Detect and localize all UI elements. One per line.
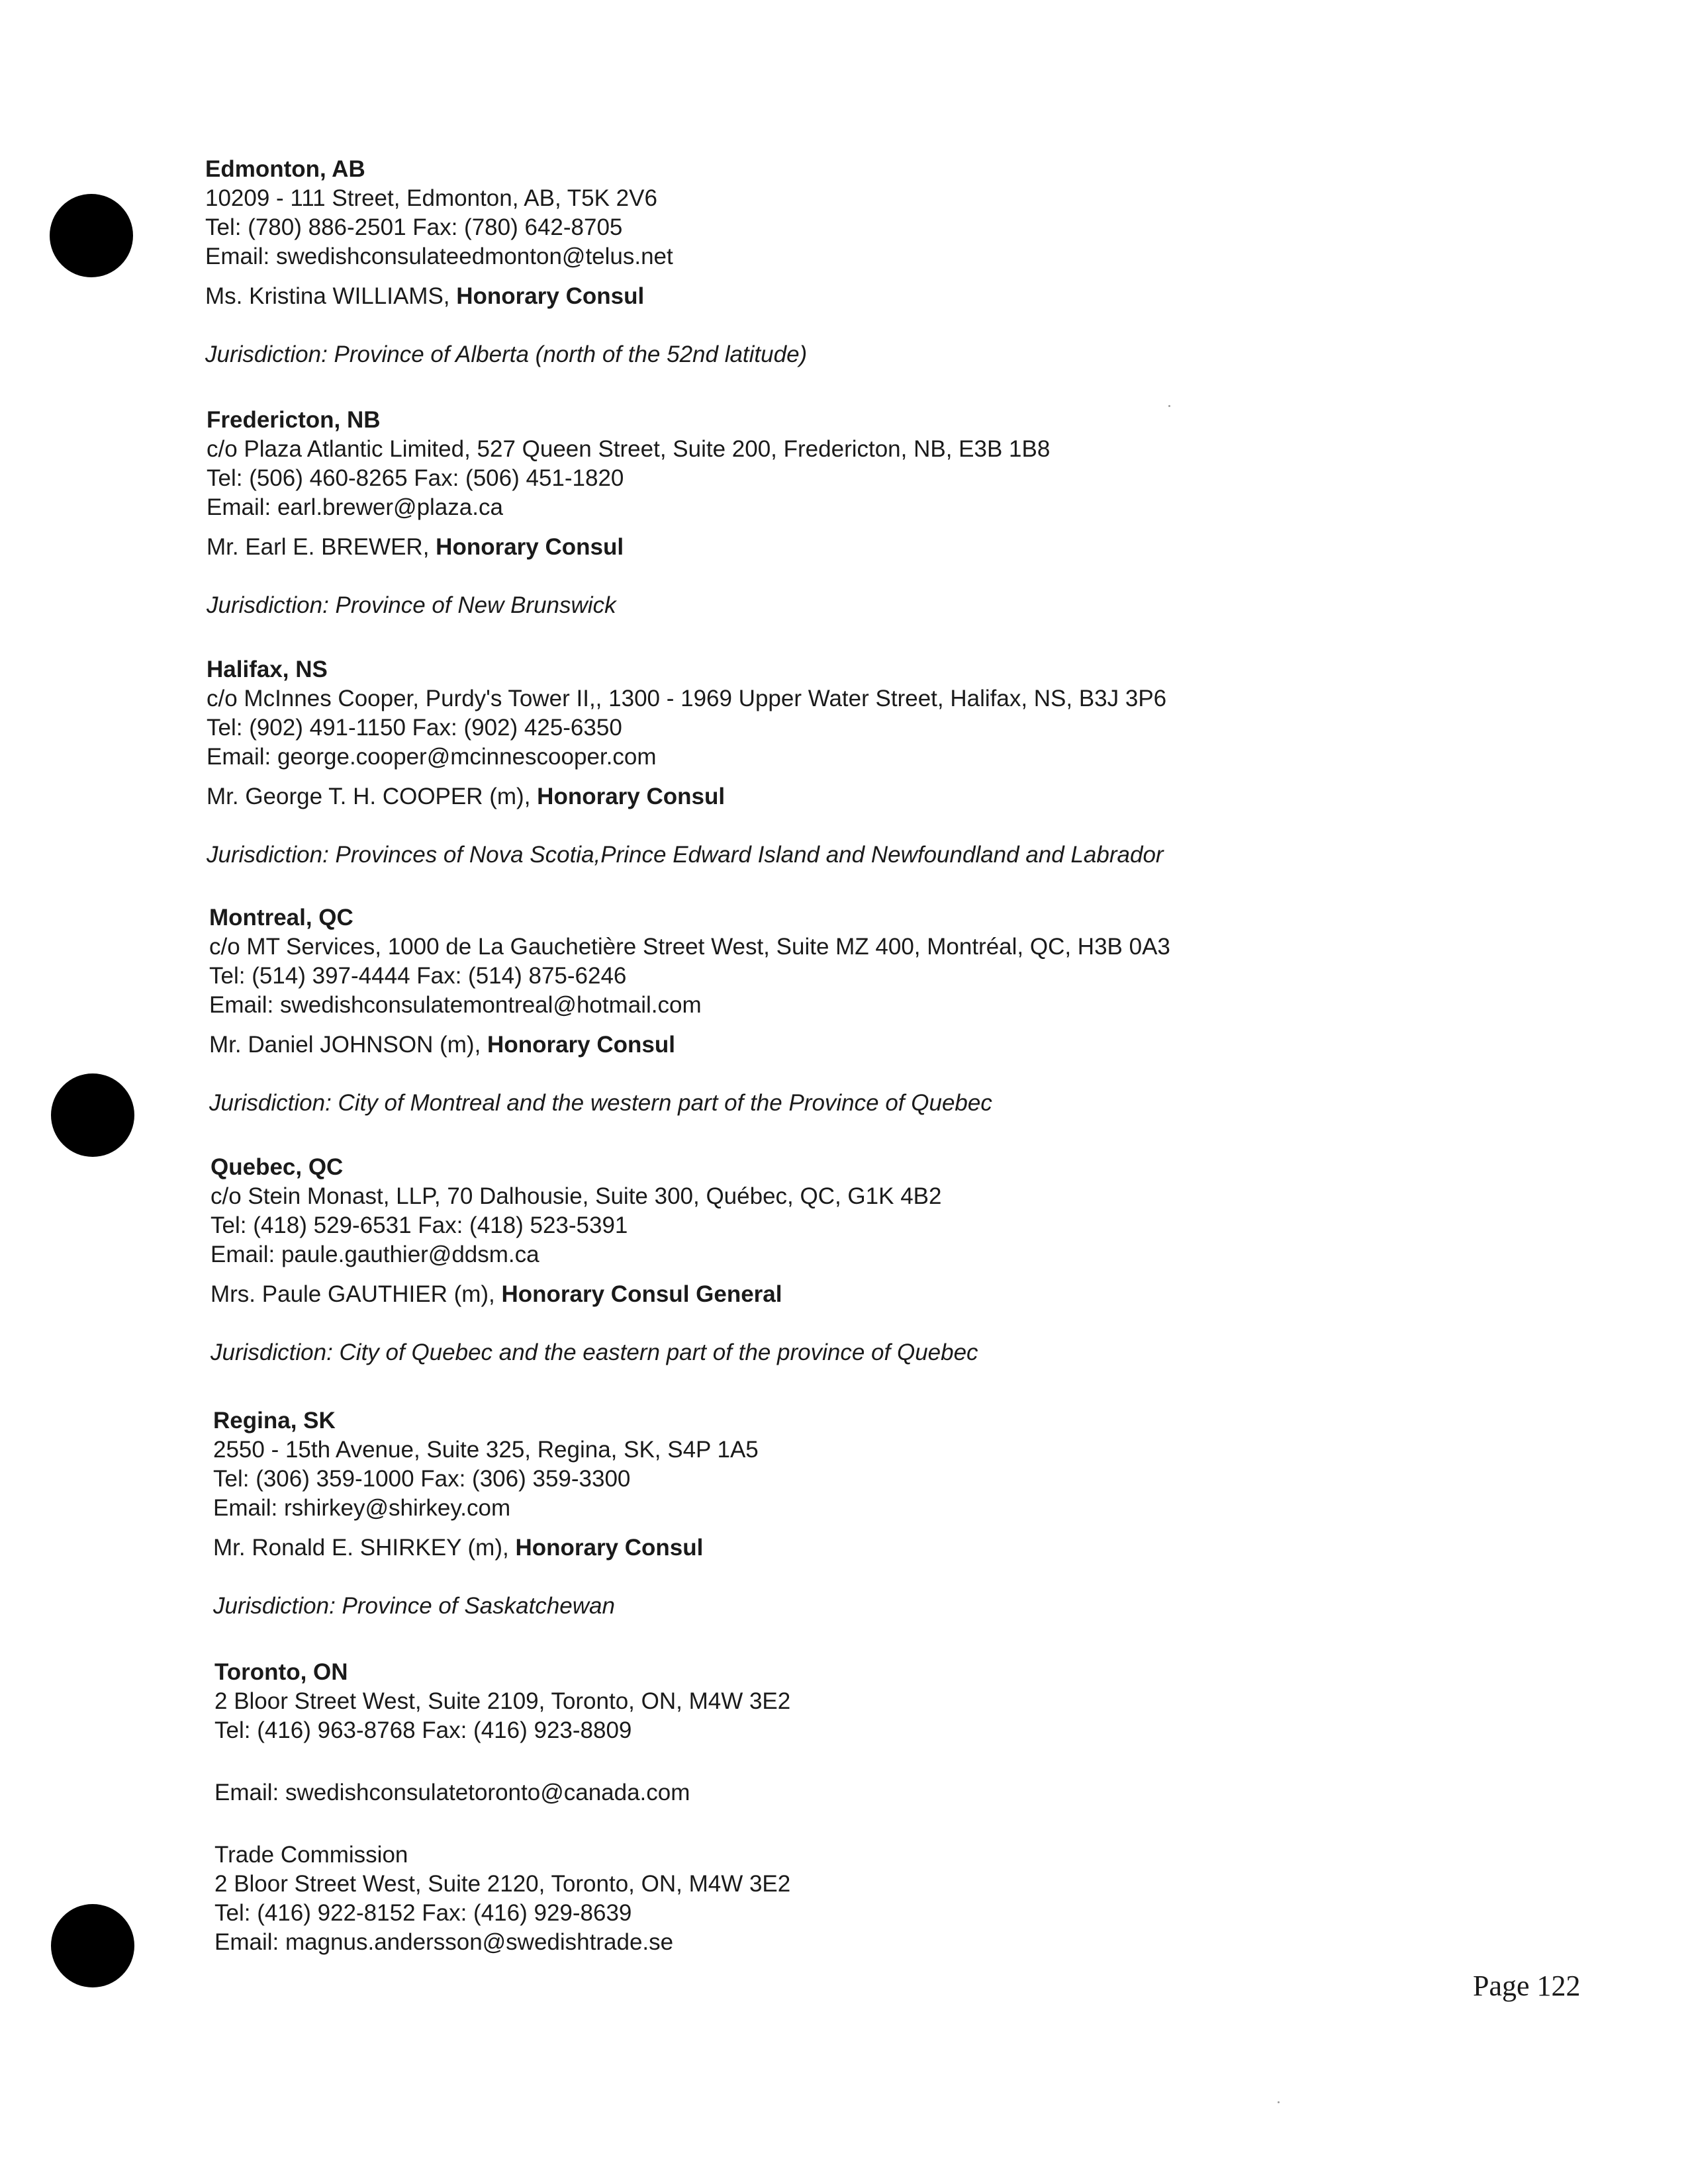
person-title: Honorary Consul (436, 534, 624, 560)
trade-commission-phone-fax: Tel: (416) 922-8152 Fax: (416) 929-8639 (214, 1900, 632, 1926)
person-title: Honorary Consul (515, 1535, 704, 1561)
trade-commission-address: 2 Bloor Street West, Suite 2120, Toronto, ON, M4W 3E2 (214, 1871, 791, 1897)
entry-city: Fredericton, NB (207, 407, 381, 433)
consulate-entry-toronto (214, 1658, 790, 1957)
entry-phone-fax: Tel: (306) 359-1000 Fax: (306) 359-3300 (213, 1466, 631, 1492)
jurisdiction-label: Jurisdiction: (207, 842, 329, 868)
jurisdiction-text: Provinces of Nova Scotia,Prince Edward Island and Newfoundland and Labrador (335, 842, 1164, 868)
person-title: Honorary Consul (537, 784, 726, 809)
consulate-entry-halifax (207, 655, 1166, 870)
entry-city: Quebec, QC (211, 1154, 344, 1180)
entry-address: 2 Bloor Street West, Suite 2109, Toronto, ON, M4W 3E2 (214, 1688, 791, 1714)
entry-city: Montreal, QC (209, 905, 353, 931)
entry-phone-fax: Tel: (418) 529-6531 Fax: (418) 523-5391 (211, 1212, 628, 1238)
entry-city: Regina, SK (213, 1408, 336, 1433)
entry-address: c/o Plaza Atlantic Limited, 527 Queen Street, Suite 200, Fredericton, NB, E3B 1B8 (207, 436, 1051, 462)
page-number: Page 122 (1473, 1970, 1581, 2002)
scan-speck (1278, 2101, 1280, 2103)
person-title: Honorary Consul General (501, 1281, 782, 1307)
entry-address: c/o MT Services, 1000 de La Gauchetière Street West, Suite MZ 400, Montréal, QC, H3B 0A3 (209, 934, 1170, 960)
entry-address: 2550 - 15th Avenue, Suite 325, Regina, SK, S4P 1A5 (213, 1437, 759, 1463)
entry-email: Email: swedishconsulatemontreal@hotmail.com (209, 992, 702, 1018)
entry-email: Email: rshirkey@shirkey.com (213, 1495, 511, 1521)
entry-email: Email: swedishconsulatetoronto@canada.com (214, 1780, 690, 1805)
entry-email: Email: paule.gauthier@ddsm.ca (211, 1242, 539, 1267)
entry-phone-fax: Tel: (416) 963-8768 Fax: (416) 923-8809 (214, 1717, 632, 1743)
entry-person (205, 282, 807, 311)
jurisdiction-label: Jurisdiction: (209, 1090, 332, 1116)
person-name: Ms. Kristina WILLIAMS, (205, 283, 450, 309)
jurisdiction-text: Province of Alberta (north of the 52nd latitude) (334, 341, 808, 367)
entry-phone-fax: Tel: (902) 491-1150 Fax: (902) 425-6350 (207, 715, 622, 741)
entry-email: Email: swedishconsulateedmonton@telus.net (205, 244, 673, 269)
person-title: Honorary Consul (456, 283, 645, 309)
jurisdiction-label: Jurisdiction: (213, 1593, 336, 1619)
entry-phone-fax: Tel: (506) 460-8265 Fax: (506) 451-1820 (207, 465, 624, 491)
jurisdiction-text: Province of Saskatchewan (342, 1593, 615, 1619)
trade-commission-email: Email: magnus.andersson@swedishtrade.se (214, 1929, 674, 1955)
entry-phone-fax: Tel: (780) 886-2501 Fax: (780) 642-8705 (205, 214, 623, 240)
jurisdiction-text: City of Quebec and the eastern part of the province of Quebec (339, 1340, 978, 1365)
person-name: Mr. George T. H. COOPER (m), (207, 784, 531, 809)
entry-jurisdiction (207, 591, 1050, 620)
consulate-entry-edmonton (205, 155, 807, 369)
entry-email: Email: george.cooper@mcinnescooper.com (207, 744, 657, 770)
person-name: Mr. Ronald E. SHIRKEY (m), (213, 1535, 509, 1561)
entry-city: Edmonton, AB (205, 156, 365, 182)
entry-jurisdiction (213, 1592, 759, 1621)
entry-jurisdiction (211, 1338, 978, 1367)
entry-email: Email: earl.brewer@plaza.ca (207, 494, 503, 520)
trade-commission-heading: Trade Commission (214, 1842, 408, 1868)
entry-jurisdiction (205, 340, 807, 369)
entry-city: Halifax, NS (207, 657, 328, 682)
entry-person (207, 533, 1050, 562)
consulate-entry-fredericton (207, 406, 1050, 620)
entry-address: c/o Stein Monast, LLP, 70 Dalhousie, Suite 300, Québec, QC, G1K 4B2 (211, 1183, 942, 1209)
entry-person (207, 782, 1166, 811)
entry-person (211, 1280, 978, 1309)
consulate-entry-regina (213, 1406, 759, 1621)
jurisdiction-label: Jurisdiction: (211, 1340, 333, 1365)
entry-jurisdiction (209, 1089, 1170, 1118)
binder-hole-bottom (51, 1904, 134, 1987)
scan-speck (1168, 405, 1170, 407)
binder-hole-middle (51, 1073, 134, 1157)
entry-person (209, 1030, 1170, 1060)
person-name: Mr. Daniel JOHNSON (m), (209, 1032, 481, 1058)
jurisdiction-label: Jurisdiction: (205, 341, 328, 367)
jurisdiction-text: Province of New Brunswick (335, 592, 616, 618)
jurisdiction-label: Jurisdiction: (207, 592, 329, 618)
consulate-entry-montreal (209, 903, 1170, 1118)
entry-city: Toronto, ON (214, 1659, 348, 1685)
person-name: Mr. Earl E. BREWER, (207, 534, 430, 560)
person-title: Honorary Consul (487, 1032, 675, 1058)
entry-address: c/o McInnes Cooper, Purdy's Tower II,, 1300 - 1969 Upper Water Street, Halifax, NS, B3J 3P6 (207, 686, 1167, 711)
jurisdiction-text: City of Montreal and the western part of the Province of Quebec (338, 1090, 992, 1116)
entry-phone-fax: Tel: (514) 397-4444 Fax: (514) 875-6246 (209, 963, 627, 989)
entry-jurisdiction (207, 841, 1166, 870)
binder-hole-top (50, 194, 133, 277)
entry-address: 10209 - 111 Street, Edmonton, AB, T5K 2V6 (205, 185, 657, 211)
consulate-entry-quebec (211, 1153, 978, 1367)
person-name: Mrs. Paule GAUTHIER (m), (211, 1281, 495, 1307)
entry-person (213, 1533, 759, 1563)
